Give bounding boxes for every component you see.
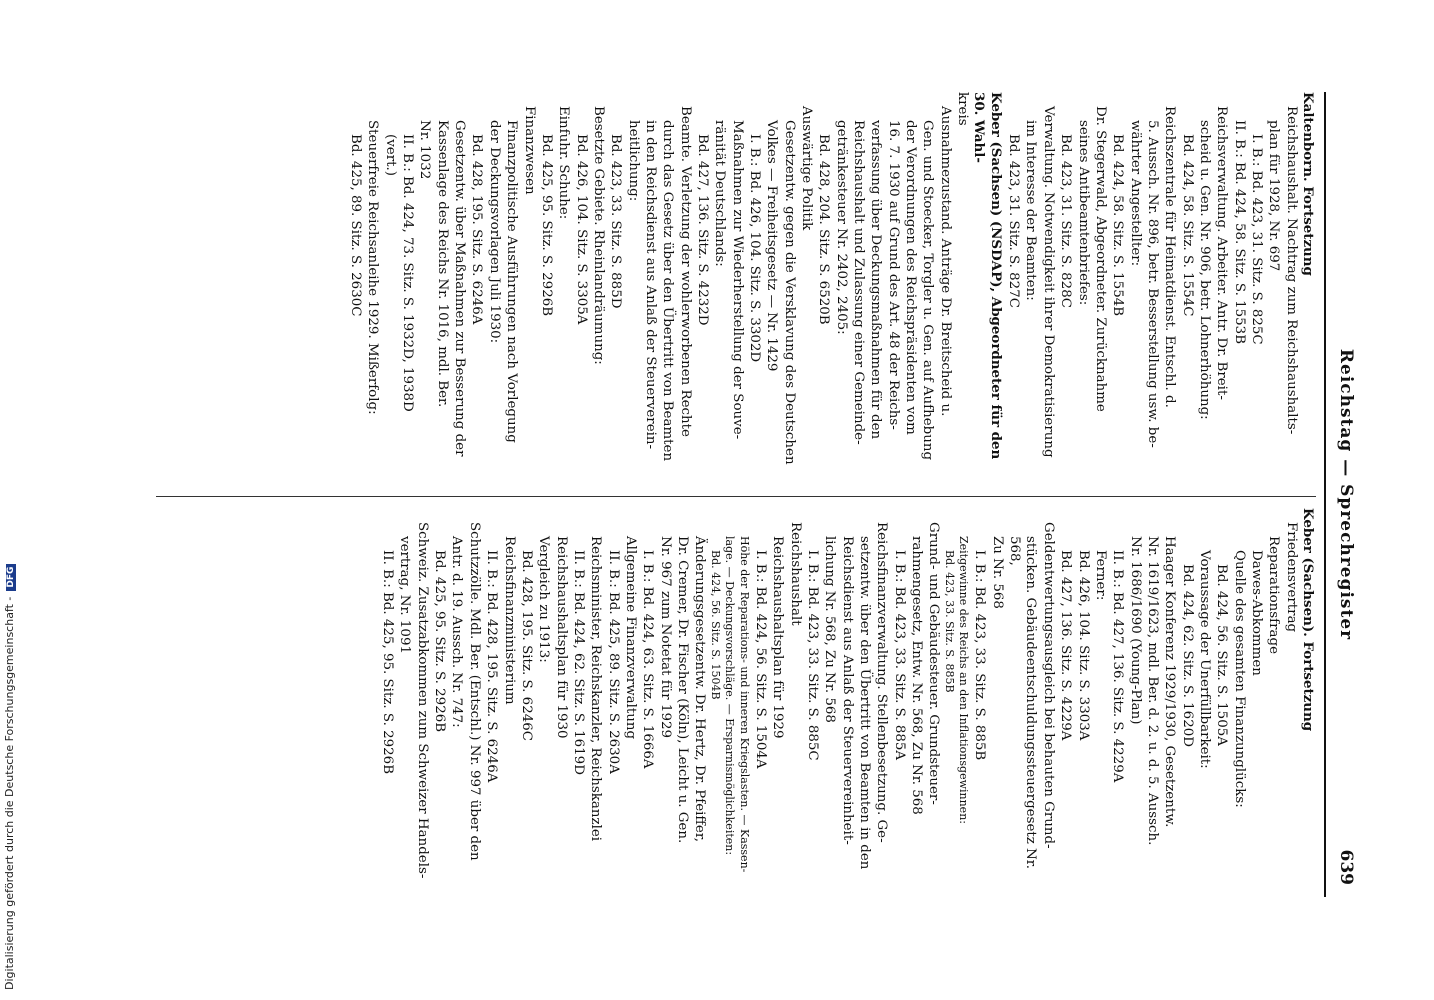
register-entry: verfassung über Deckungsmaßnahmen für den	[868, 120, 884, 440]
register-entry: Bd. 425, 89. Sitz. S. 2630C	[348, 134, 364, 317]
dfg-logo: DFG	[6, 564, 16, 591]
register-entry: Nr. 1686/1690 (Young-Plan)	[1127, 536, 1143, 725]
register-entry: Reichsfinanzverwaltung. Stellenbesetzung. Ge-	[874, 522, 890, 843]
page-header	[1324, 92, 1360, 897]
register-entry: Reichshaushaltsplan für 1930	[553, 536, 569, 739]
register-entry: Friedensvertrag	[1283, 522, 1299, 633]
register-entry: Bd. 423, 33. Sitz. S. 885B	[942, 550, 956, 693]
register-entry: Bd. 426, 104. Sitz. S. 3303A	[1075, 550, 1091, 741]
register-entry: Auswärtige Politik	[799, 106, 815, 231]
register-entry: Bd. 424, 56. Sitz. S. 1505A	[1214, 564, 1230, 746]
register-entry: II. B.: Bd. 427, 136. Sitz. S. 4229A	[1110, 550, 1126, 783]
running-head: Reichstag — Sprechregister	[1336, 348, 1356, 641]
register-entry: Reichshaushalt	[787, 522, 803, 626]
register-entry: im Interesse der Beamten:	[1023, 120, 1039, 301]
register-entry: Gen. und Stoecker, Torgler u. Gen. auf Aufhebung	[920, 120, 936, 461]
register-entry: Bd. 428, 204. Sitz. S. 6520B	[816, 134, 832, 325]
register-entry: rahmengesetz, Entw. Nr. 568, Zu Nr. 568	[908, 536, 924, 815]
register-entry: ränität Deutschlands:	[712, 120, 728, 267]
register-entry: Bd. 428, 195. Sitz. S. 6246C	[518, 550, 534, 742]
register-entry: Ferner:	[1092, 550, 1108, 601]
register-entry: II. B.: Bd. 424, 58. Sitz. S. 1553B	[1231, 120, 1247, 345]
register-entry: II. B.: Bd. 424, 73. Sitz. S. 1932D, 1938D	[400, 134, 416, 412]
register-entry: plan für 1928, Nr. 697	[1266, 120, 1282, 272]
register-entry: Bd. 424, 58. Sitz. S. 1554B	[1110, 134, 1126, 317]
register-entry: I. B.: Bd. 423, 33. Sitz. S. 885B	[972, 550, 988, 761]
register-page	[120, 92, 1360, 897]
register-entry: Verwaltung. Notwendigkeit ihrer Demokratisierung	[1040, 106, 1056, 458]
register-entry: Kaltenborn. Fortsetzung	[1300, 92, 1316, 276]
register-entry: der Verordnungen des Reichspräsidenten vom	[903, 120, 919, 435]
register-entry: Antr. d. 19. Aussch. Nr. 747:	[449, 536, 465, 728]
register-entry: Reichshaushaltsplan für 1929	[770, 536, 786, 739]
register-entry: Finanzwesen	[521, 106, 537, 195]
register-entry: Bd. 424, 58. Sitz. S. 1554C	[1179, 134, 1195, 317]
digitization-footer	[3, 564, 16, 990]
register-entry: Bd. 426, 104. Sitz. S. 3305A	[573, 134, 589, 325]
register-entry: Voraussage der Unerfüllbarkeit:	[1196, 550, 1212, 769]
register-entry: Gesetzentw. über Maßnahmen zur Besserung der	[452, 120, 468, 457]
register-entry: Reichszentrale für Heimatdienst. Entschl. d.	[1162, 106, 1178, 408]
register-entry: Reichshaushalt. Nachtrag zum Reichshaushalts-	[1283, 106, 1299, 435]
page-number: 639	[1336, 849, 1356, 885]
register-entry: Finanzpolitische Ausführungen nach Vorlegung	[504, 120, 520, 443]
register-entry: Besetzte Gebiete. Rheinlandräumung:	[590, 106, 606, 365]
column-divider	[156, 496, 1316, 497]
register-entry: vertrag, Nr. 1091	[397, 536, 413, 654]
register-entry: Änderungsgesetzentw. Dr. Hertz, Dr. Pfeiffer,	[692, 536, 708, 843]
register-entry: Grund- und Gebäudesteuer. Grundsteuer-	[926, 522, 942, 805]
register-entry: durch das Gesetz über den Übertritt von Beamten	[660, 120, 676, 462]
register-entry: Gesetzentw. gegen die Versklavung des Deutschen	[781, 120, 797, 465]
register-entry: lage. — Deckungsvorschläge. — Ersparnismöglichkeiten:	[723, 536, 737, 856]
register-entry: Dr. Cremer, Dr. Fischer (Köln), Leicht u. Gen.	[674, 536, 690, 844]
register-entry: Kassenlage des Reichs Nr. 1016, mdl. Ber.	[434, 120, 450, 408]
register-entry: Beamte. Verletzung der wohlerworbenen Rechte	[677, 106, 693, 437]
register-entry: lichung Nr. 568, Zu Nr. 568	[822, 536, 838, 723]
register-entry: (vert.)	[382, 134, 398, 176]
register-entry: Maßnahmen zur Wiederherstellung der Souve-	[729, 120, 745, 440]
register-entry: getränkesteuer Nr. 2402, 2405:	[833, 120, 849, 335]
left-column	[346, 92, 1316, 482]
register-entry: Volkes — Freiheitsgesetz — Nr. 1429	[764, 120, 780, 372]
register-entry: setzentw. über den Übertritt von Beamten in den	[856, 536, 872, 870]
register-entry: Einfuhr. Schuhe:	[556, 106, 572, 220]
register-entry: Bd. 424, 56. Sitz. S. 1504B	[708, 550, 722, 700]
register-entry: Höhe der Reparations- und inneren Kriegslasten. — Kassen-	[737, 536, 751, 873]
register-entry: Bd. 427, 136. Sitz. S. 4229A	[1058, 550, 1074, 741]
register-entry: Bd. 427, 136. Sitz. S. 4232D	[694, 134, 710, 326]
register-entry: II. B.: Bd. 428, 195. Sitz. S. 6246A	[484, 550, 500, 783]
register-entry: Reichshaushalt und Zulassung einer Gemeinde-	[851, 120, 867, 445]
register-entry: Reichsdienst aus Anlaß der Steuervereinheit-	[839, 536, 855, 845]
register-entry: I. B.: Bd. 424, 63. Sitz. S. 1666A	[640, 550, 656, 769]
register-entry: Quelle des gesamten Finanzunglücks:	[1231, 550, 1247, 808]
register-entry: II. B.: Bd. 425, 89. Sitz. S. 2630A	[605, 550, 621, 774]
right-column	[378, 508, 1316, 898]
register-entry: Ausnahmezustand. Anträge Dr. Breitscheid u.	[937, 106, 953, 417]
register-entry: I. B.: Bd. 423, 31. Sitz. S. 825C	[1248, 134, 1264, 345]
register-entry: stücken. Gebäudeentschuldungssteuergesetz Nr. 568,	[1007, 536, 1039, 869]
register-entry: Schutzzölle. Mdl. Ber. (Entschl.) Nr. 997 über den	[466, 522, 482, 861]
register-entry: Bd. 423, 31. Sitz. S. 827C	[1006, 134, 1022, 308]
register-entry: 5. Aussch. Nr. 896, betr. Besserstellung usw. be-	[1144, 120, 1160, 448]
register-entry: Nr. 1032	[417, 120, 433, 180]
register-entry: Zu Nr. 568	[989, 536, 1005, 609]
register-entry: Dawes-Abkommen	[1248, 550, 1264, 676]
register-entry: Reparationsfrage	[1266, 536, 1282, 655]
register-entry: II. B.: Bd. 424, 62. Sitz. S. 1619D	[570, 550, 586, 775]
register-entry: scheid u. Gen. Nr. 906, betr. Lohnerhöhung:	[1196, 120, 1212, 420]
register-entry: II. B.: Bd. 425, 95. Sitz. S. 2926B	[380, 550, 396, 775]
register-entry: Allgemeine Finanzverwaltung	[622, 536, 638, 740]
register-entry: Steuerfreie Reichsanleihe 1929. Mißerfolg:	[365, 120, 381, 415]
register-entry: währter Angestellter:	[1127, 120, 1143, 267]
register-entry: Nr. 967 zum Notetat für 1929	[657, 536, 673, 739]
footer-credit: Digitalisierung gefördert durch die Deutsche Forschungsgemeinschaft -	[3, 596, 16, 990]
register-entry: in den Reichsdienst aus Anlaß der Steuerverein-	[642, 120, 658, 450]
register-entry: 16. 7. 1930 auf Grund des Art. 48 der Reichs-	[885, 120, 901, 430]
register-entry: Vergleich zu 1913:	[536, 536, 552, 663]
register-entry: Reichsminister, Reichskanzler, Reichskanzlei	[588, 536, 604, 842]
register-entry: I. B.: Bd. 426, 104. Sitz. S. 3302D	[747, 134, 762, 363]
register-entry: Bd. 423, 33. Sitz. S. 885D	[608, 134, 624, 309]
register-entry: Keber (Sachsen) (NSDAP), Abgeordneter für den 30. Wahl-	[971, 92, 1004, 460]
register-entry: Dr. Stegerwald, Abgeordneter. Zurücknahme	[1092, 106, 1108, 412]
register-entry: Bd. 423, 31. Sitz. S. 828C	[1058, 134, 1074, 308]
register-entry: I. B.: Bd. 423, 33. Sitz. S. 885A	[891, 550, 907, 761]
register-entry: Bd. 425, 95. Sitz. S. 2926B	[432, 550, 448, 733]
register-entry: Zeitgewinne des Reichs an den Inflationsgewinnen:	[957, 536, 971, 824]
register-entry: I. B.: Bd. 424, 56. Sitz. S. 1504A	[752, 550, 768, 769]
register-entry: heitlichung:	[625, 120, 641, 202]
register-entry: Haager Konferenz 1929/1930, Gesetzentw.	[1162, 536, 1178, 828]
register-entry: Nr. 1619/1623, mdl. Ber. d. 2. u. d. 5. Aussch.	[1144, 536, 1160, 846]
register-entry: Keber (Sachsen). Fortsetzung	[1300, 508, 1316, 732]
footer-strip	[0, 0, 22, 1000]
register-entry: Schweiz. Zusatzabkommen zum Schweizer Handels-	[414, 522, 430, 879]
register-entry: Bd. 424, 62. Sitz. S. 1620D	[1179, 564, 1195, 747]
register-entry: kreis	[955, 92, 971, 126]
register-entry: seines Antibeamtenbriefes:	[1075, 120, 1091, 306]
register-entry: I. B.: Bd. 423, 33. Sitz. S. 885C	[804, 550, 820, 761]
register-entry: Bd. 428, 195. Sitz. S. 6246A	[469, 134, 485, 325]
register-entry: Reichsfinanzministerium	[501, 536, 517, 705]
register-entry: Reichsverwaltung. Arbeiter. Antr. Dr. Breit-	[1214, 106, 1230, 400]
register-entry: Bd. 425, 95. Sitz. S. 2926B	[538, 134, 554, 317]
register-entry: Geldentwertungsausgleich bei behauten Grund-	[1040, 522, 1056, 849]
register-entry: der Deckungsvorlagen Juli 1930:	[486, 120, 502, 344]
